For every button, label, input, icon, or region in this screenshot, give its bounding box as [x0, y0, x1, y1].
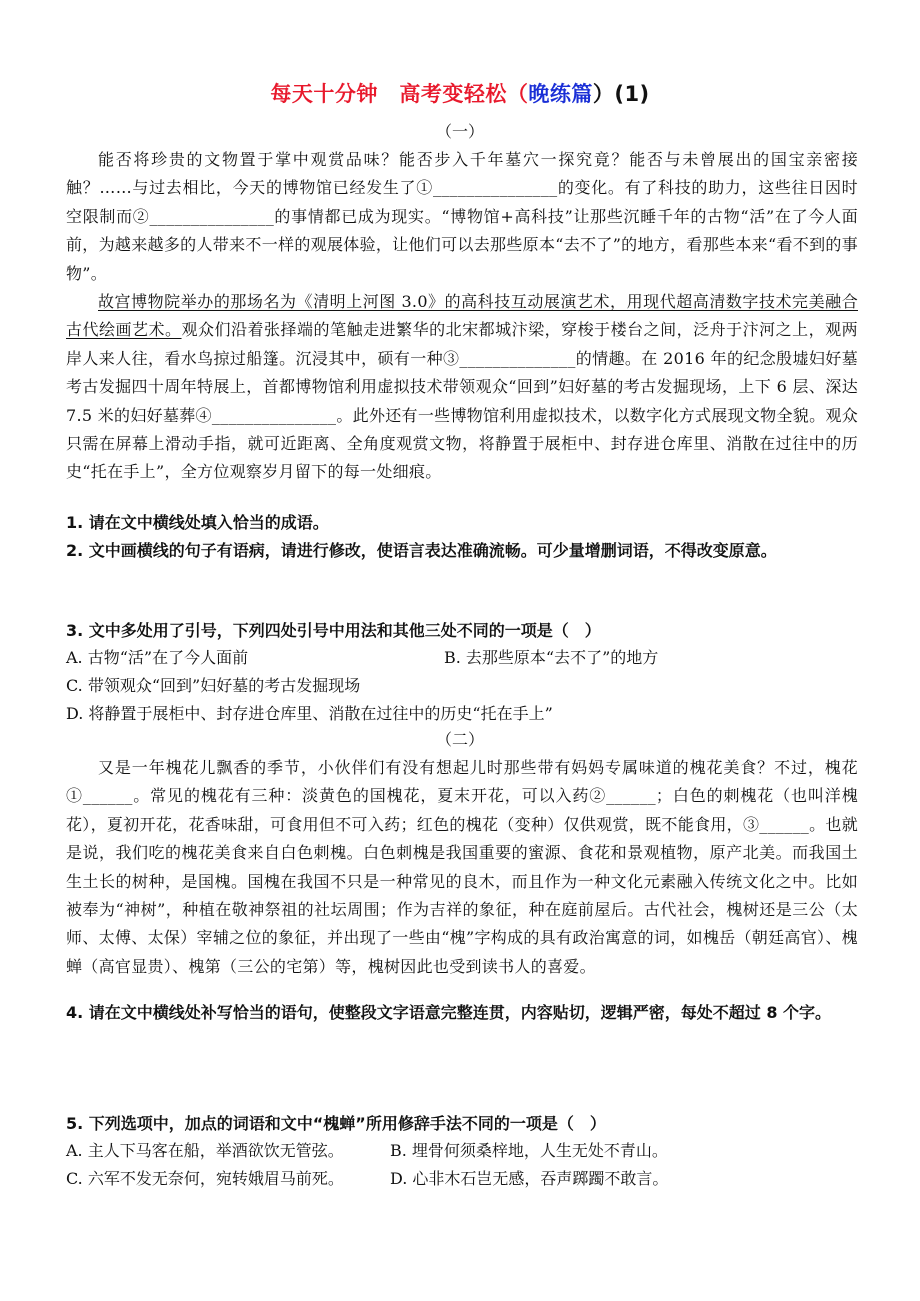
section-one-paragraph-2: [66, 288, 858, 487]
underlined-sentence: 故宫博物院举办的那场名为《清明上河图 3.0》的高科技互动展演艺术，用现代超高清数字技术完美融合古代绘画艺术。: [66, 292, 858, 340]
q5-option-b: B. 埋骨何须桑梓地，人生无处不青山。: [390, 1141, 668, 1160]
question-4: 4. 请在文中横线处补写恰当的语句，使整段文字语意完整连贯，内容贴切，逻辑严密，每处不超过 8 个字。: [66, 1003, 832, 1022]
section-one-paragraph-1: 能否将珍贵的文物置于掌中观赏品味？能否步入千年墓穴一探究竟？能否与未曾展出的国宝亲密接触？……与过去相比，今天的博物馆已经发生了①_______________的变化。有了科技的助力，这些往日因时空限制而②_______________的事情都已成为现实。“博物馆+高科技”让那些沉睡千年的古物“活”在了今人面前，为越来越多的人带来不一样的观展体验，让他们可以去那些原本“去不了”的地方，看那些本来“看不到的事物”。: [66, 150, 858, 283]
question-5: 5. 下列选项中，加点的词语和文中“槐蝉”所用修辞手法不同的一项是（ ）: [66, 1114, 606, 1133]
q3-option-b: B. 去那些原本“去不了”的地方: [444, 648, 659, 667]
question-2: 2. 文中画横线的句子有语病，请进行修改，使语言表达准确流畅。可少量增删词语，不得改变原意。: [66, 541, 777, 560]
section-two-paragraph: 又是一年槐花儿飘香的季节，小伙伴们有没有想起儿时那些带有妈妈专属味道的槐花美食？不过，槐花①______。常见的槐花有三种：淡黄色的国槐花，夏末开花，可以入药②______；白色的刺槐花（也叫洋槐花），夏初开花，花香味甜，可食用但不可入药；红色的槐花（变种）仅供观赏，既不能食用，③______。也就是说，我们吃的槐花美食来自白色刺槐。白色刺槐是我国重要的蜜源、食花和景观植物，原产北美。而我国土生土长的树种，是国槐。国槐在我国不只是一种常见的良木，而且作为一种文化元素融入传统文化之中。比如被奉为“神树”，种植在敬神祭祖的社坛周围；作为吉祥的象征，种在庭前屋后。古代社会，槐树还是三公（太师、太傅、太保）宰辅之位的象征，并出现了一些由“槐”字构成的具有政治寓意的词，如槐岳（朝廷高官）、槐蝉（高官显贵）、槐第（三公的宅第）等，槐树因此也受到读书人的喜爱。: [66, 758, 858, 976]
title-highlight: 晚练篇: [528, 82, 593, 106]
question-3: 3. 文中多处用了引号，下列四处引号中用法和其他三处不同的一项是（ ）: [66, 621, 601, 640]
title-main: 每天十分钟 高考变轻松（: [270, 82, 529, 106]
q3-option-d: D. 将静置于展柜中、封存进仓库里、消散在过往中的历史“托在手上”: [66, 704, 553, 723]
q3-option-a: A. 古物“活”在了今人面前: [66, 648, 249, 667]
q5-option-a: A. 主人下马客在船，举酒欲饮无管弦。: [66, 1141, 344, 1160]
section-one-heading: （一）: [435, 122, 484, 141]
section-two-heading: （二）: [435, 730, 484, 749]
q5-option-c: C. 六军不发无奈何，宛转娥眉马前死。: [66, 1169, 344, 1188]
q5-option-d: D. 心非木石岂无感，吞声踯躅不敢言。: [390, 1169, 669, 1188]
paragraph-2-rest: 观众们沿着张择端的笔触走进繁华的北宋都城汴梁，穿梭于楼台之间，泛舟于汴河之上，观两岸人来人往，看水鸟掠过船篷。沉浸其中，硕有一种③______________的情趣。在 2016 年的纪念殷墟妇好墓考古发掘四十周年特展上，首都博物馆利用虚拟技术带领观众“回到”妇好墓的考古发掘现场，上下 6 层、深达 7.5 米的妇好墓葬④_______________。此外还有一些博物馆利用虚拟技术，以数字化方式展现文物全貌。观众只需在屏幕上滑动手指，就可近距离、全角度观赏文物，将静置于展柜中、封存进仓库里、消散在过往中的历史“托在手上”，全方位观察岁月留下的每一处细痕。: [66, 320, 858, 482]
question-1: 1. 请在文中横线处填入恰当的成语。: [66, 513, 329, 532]
page-title: [0, 78, 920, 108]
title-suffix: ）(1): [592, 82, 650, 106]
q3-option-c: C. 带领观众“回到”妇好墓的考古发掘现场: [66, 676, 361, 695]
